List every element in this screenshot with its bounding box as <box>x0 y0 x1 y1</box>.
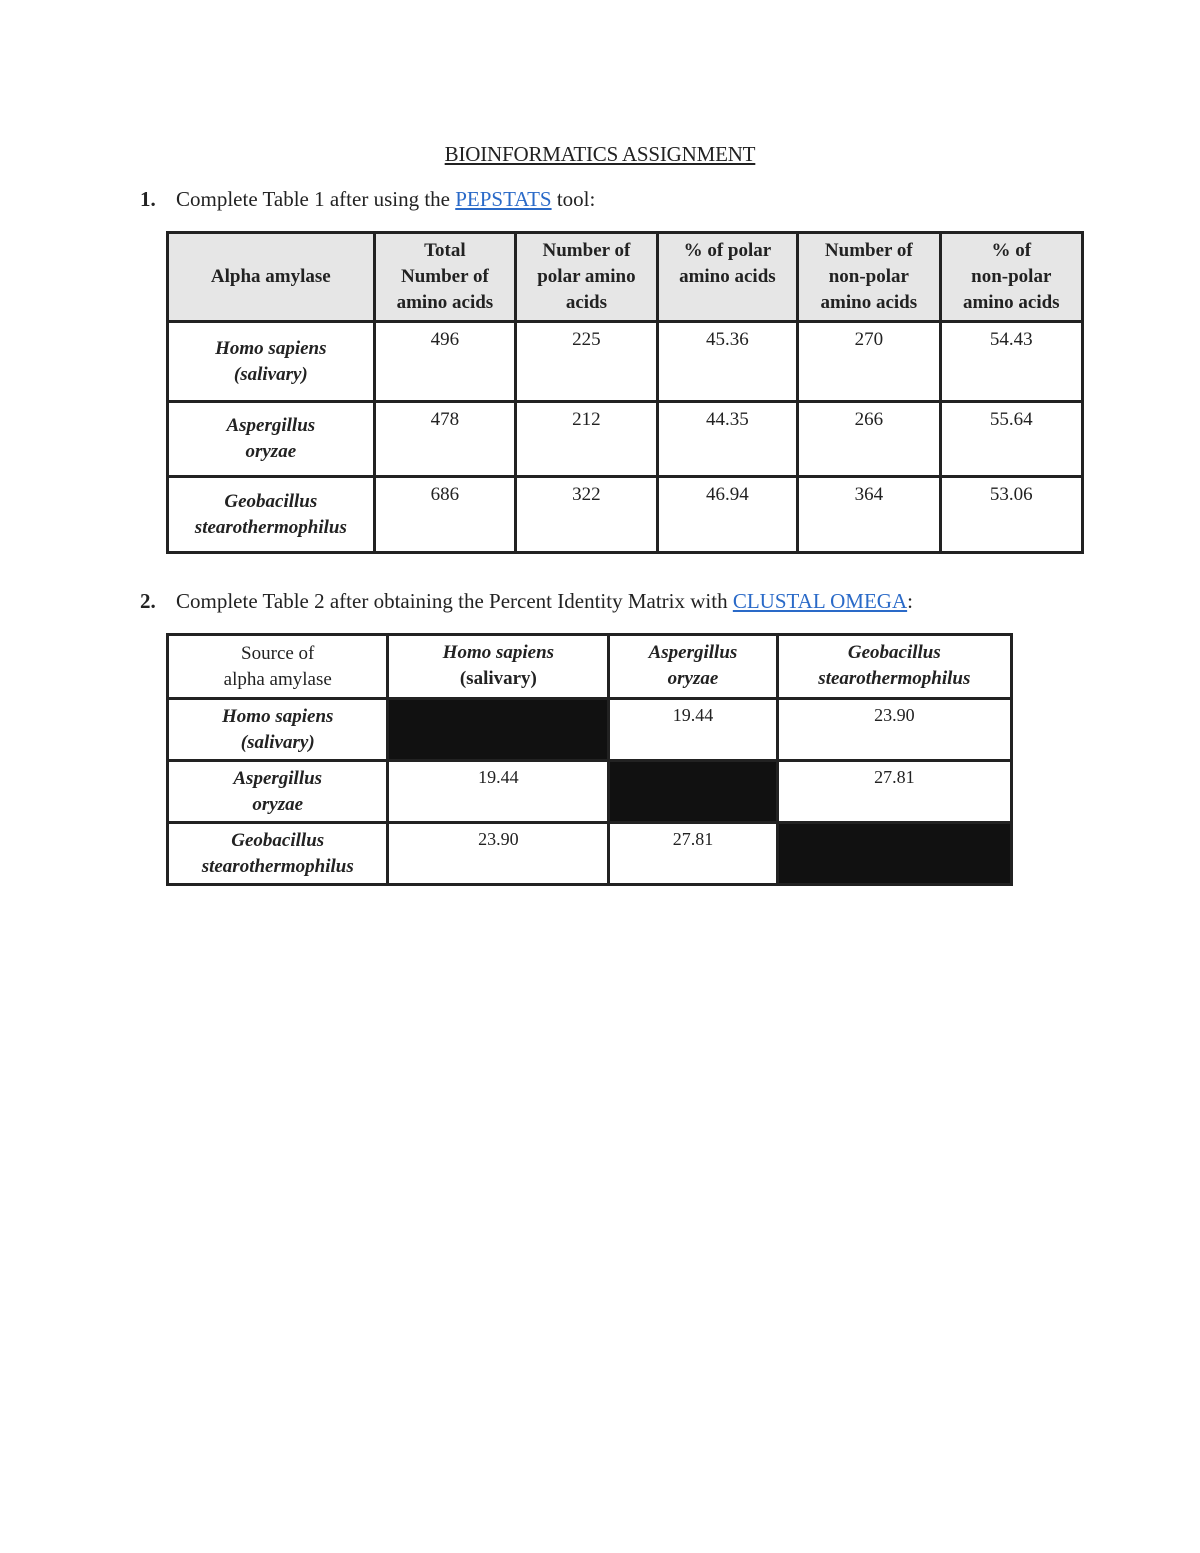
pepstats-table <box>166 231 1084 554</box>
question-text: Complete Table 1 after using the <box>176 187 456 211</box>
table-cell: 225 <box>516 322 658 402</box>
table-cell: 19.44 <box>388 761 609 823</box>
table-header-row <box>168 635 1012 699</box>
table-cell: 44.35 <box>657 402 797 477</box>
table-cell: 686 <box>374 477 516 553</box>
diagonal-cell <box>777 823 1011 885</box>
table-row <box>168 477 1083 553</box>
table-row <box>168 402 1083 477</box>
column-header: Aspergillus oryzae <box>609 635 777 699</box>
table-cell: 53.06 <box>940 477 1082 553</box>
table-cell: 322 <box>516 477 658 553</box>
question-text: Complete Table 2 after obtaining the Percent Identity Matrix with <box>176 589 733 613</box>
column-header: Homo sapiens (salivary) <box>388 635 609 699</box>
diagonal-cell <box>388 699 609 761</box>
row-label: Geobacillus stearothermophilus <box>168 823 388 885</box>
table-header-row <box>168 233 1083 322</box>
table-cell: 270 <box>798 322 941 402</box>
question-text-end: : <box>907 589 913 613</box>
column-header: Number of polar amino acids <box>516 233 658 322</box>
question-number: 2. <box>140 589 156 613</box>
table-row <box>168 823 1012 885</box>
question-text-end: tool: <box>551 187 596 211</box>
question-2 <box>140 589 913 614</box>
table-cell: 45.36 <box>657 322 797 402</box>
row-label: Aspergillus oryzae <box>168 402 375 477</box>
table-cell: 23.90 <box>777 699 1011 761</box>
page-title: BIOINFORMATICS ASSIGNMENT <box>444 142 756 166</box>
table-row <box>168 699 1012 761</box>
table-cell: 27.81 <box>609 823 777 885</box>
table-cell: 46.94 <box>657 477 797 553</box>
clustal-omega-link[interactable]: CLUSTAL OMEGA <box>732 589 908 613</box>
table-cell: 496 <box>374 322 516 402</box>
table-cell: 23.90 <box>388 823 609 885</box>
corner-header: Source of alpha amylase <box>168 635 388 699</box>
question-1 <box>140 187 595 212</box>
table-cell: 55.64 <box>940 402 1082 477</box>
row-label: Homo sapiens (salivary) <box>168 699 388 761</box>
table-cell: 266 <box>798 402 941 477</box>
table-row <box>168 322 1083 402</box>
table-cell: 212 <box>516 402 658 477</box>
column-header: Geobacillus stearothermophilus <box>777 635 1011 699</box>
table-row <box>168 761 1012 823</box>
table-cell: 478 <box>374 402 516 477</box>
column-header: % of non-polar amino acids <box>940 233 1082 322</box>
column-header: Total Number of amino acids <box>374 233 516 322</box>
pepstats-link[interactable]: PEPSTATS <box>455 187 552 211</box>
diagonal-cell <box>609 761 777 823</box>
column-header: % of polar amino acids <box>657 233 797 322</box>
table-cell: 19.44 <box>609 699 777 761</box>
row-label: Homo sapiens (salivary) <box>168 322 375 402</box>
row-label: Aspergillus oryzae <box>168 761 388 823</box>
table-cell: 54.43 <box>940 322 1082 402</box>
row-label: Geobacillus stearothermophilus <box>168 477 375 553</box>
question-number: 1. <box>140 187 156 211</box>
table-cell: 27.81 <box>777 761 1011 823</box>
percent-identity-matrix-table <box>166 633 1013 886</box>
column-header: Number of non-polar amino acids <box>798 233 941 322</box>
table-cell: 364 <box>798 477 941 553</box>
column-header: Alpha amylase <box>168 233 375 322</box>
